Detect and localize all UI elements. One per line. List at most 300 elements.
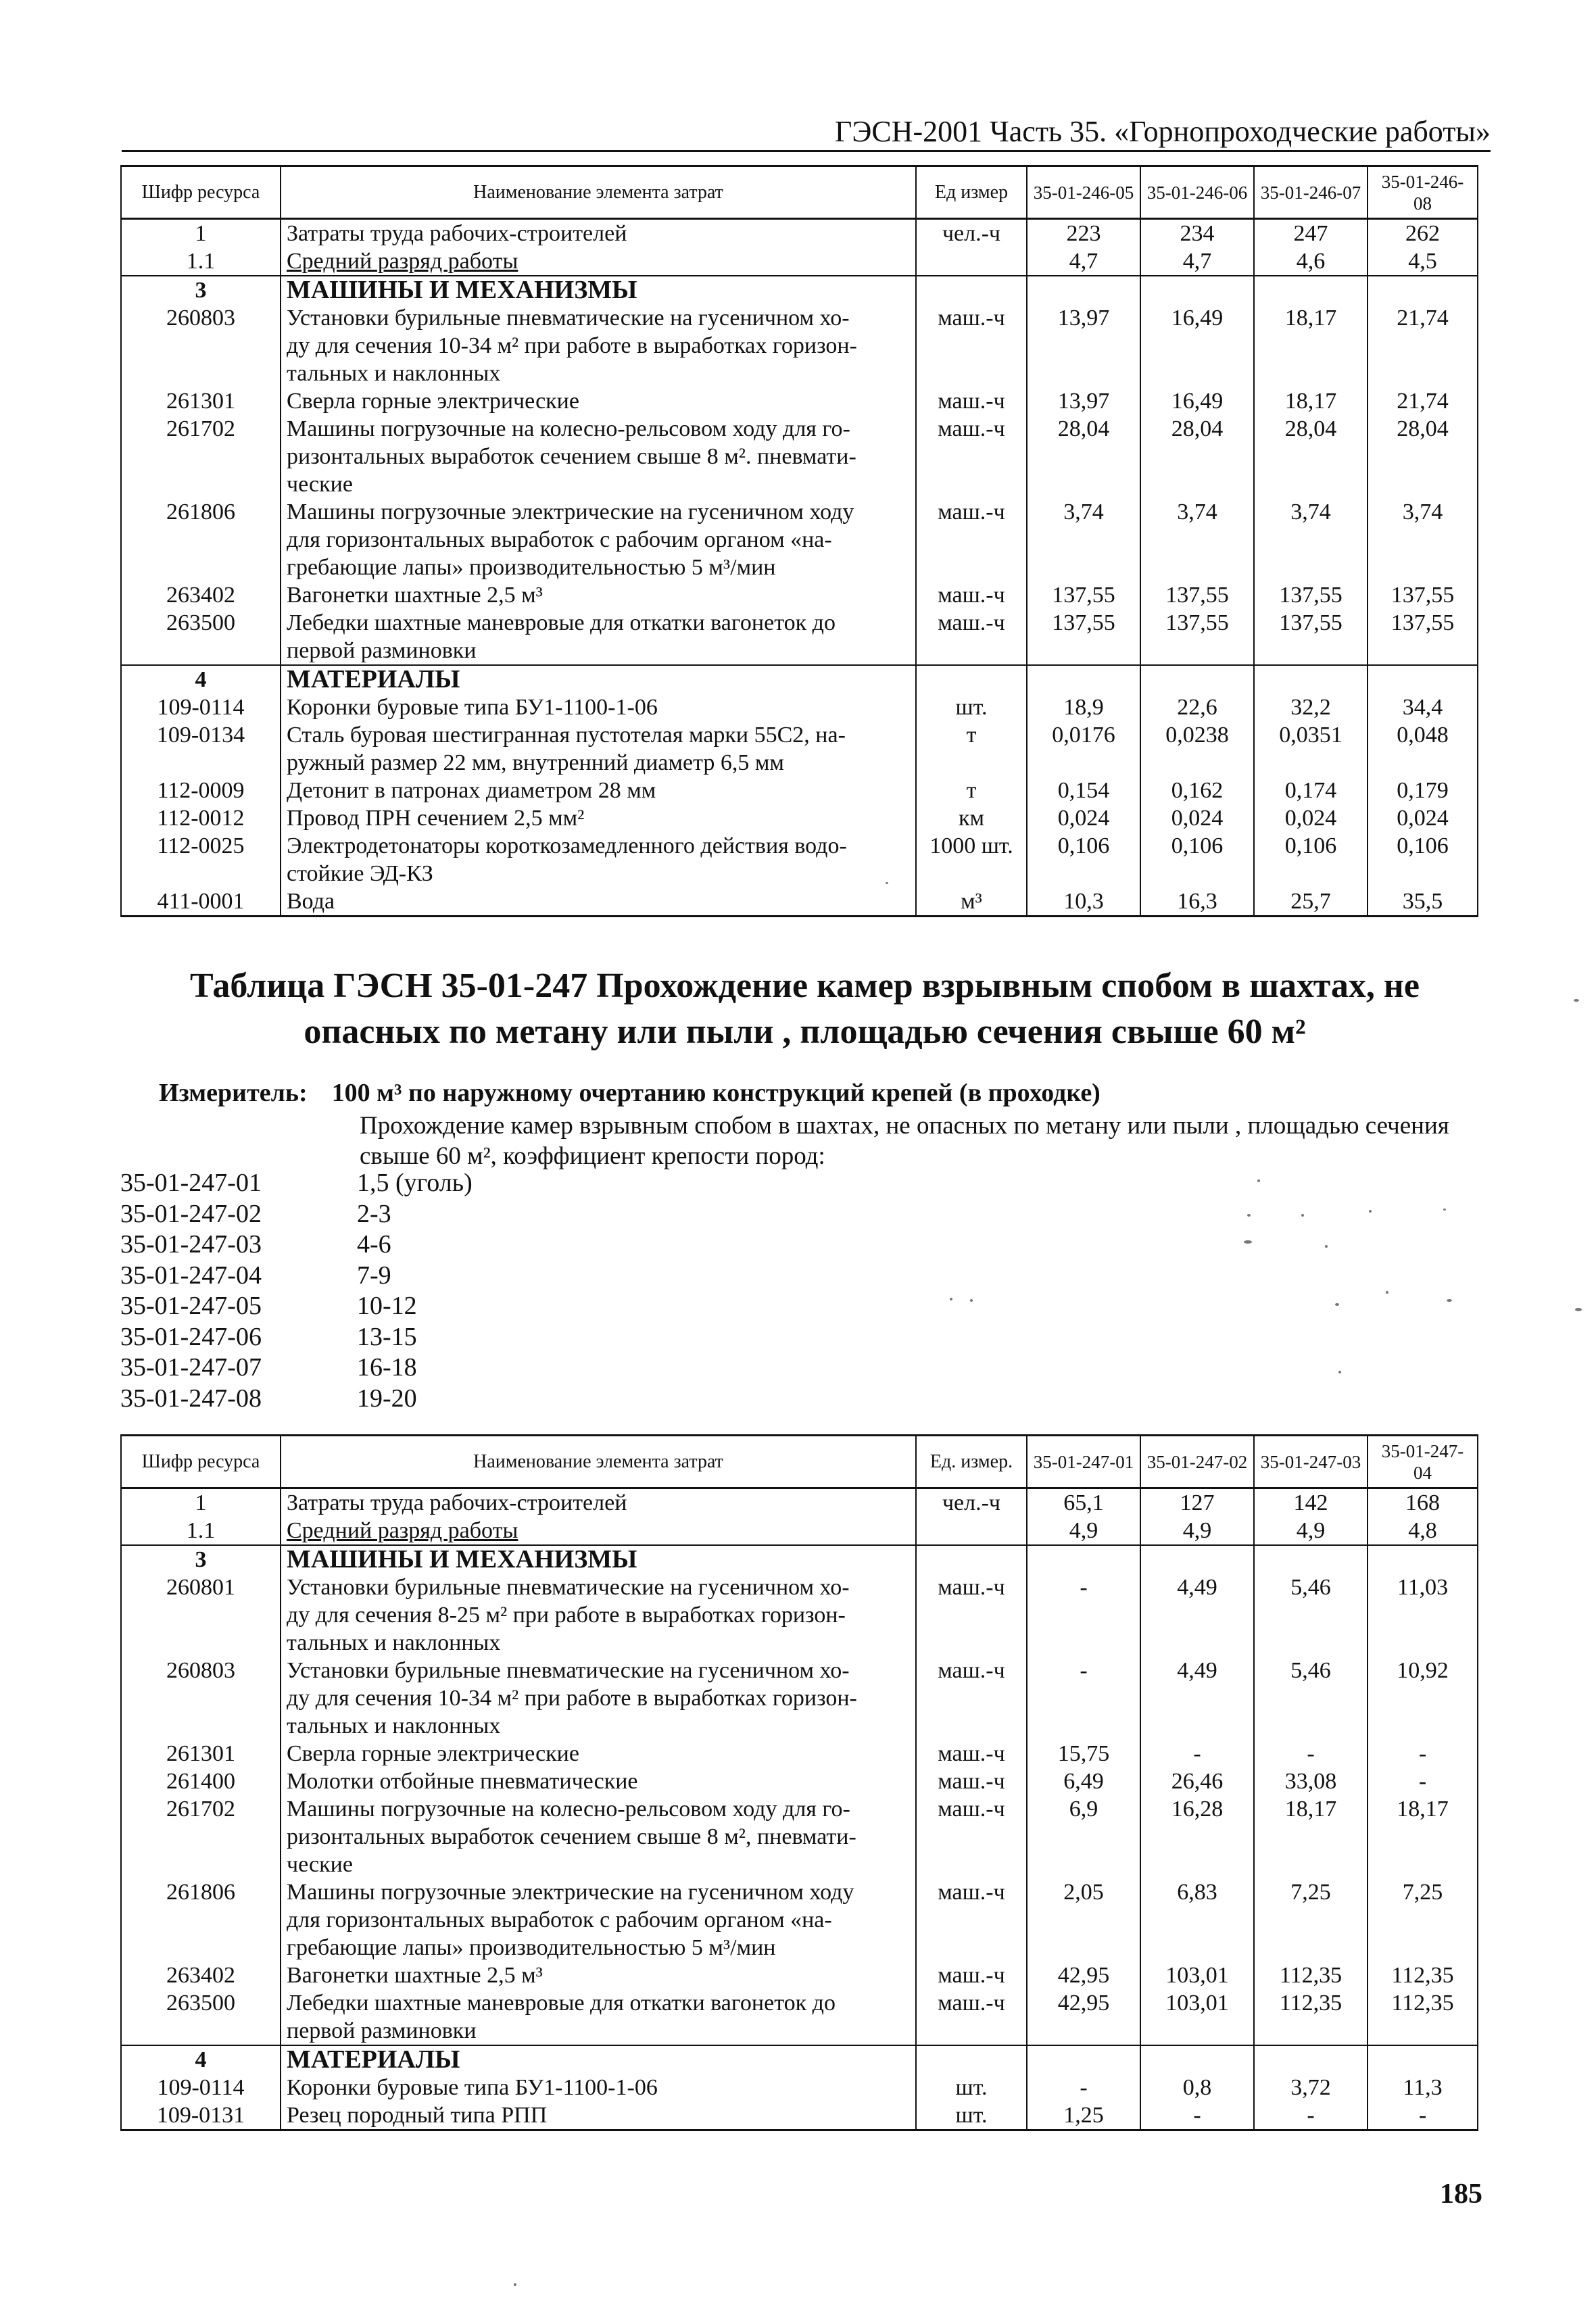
norm-value: -: [1368, 1768, 1478, 1795]
resource-row: [121, 721, 1478, 777]
norm-value: 4,6: [1254, 247, 1368, 276]
norm-value: 0,179: [1368, 777, 1478, 804]
variant-value: 7-9: [357, 1261, 391, 1290]
resource-name-line: Лебедки шахтные маневровые для откатки вагонеток до: [287, 1991, 836, 2016]
unit-of-measure: маш.-ч: [916, 1657, 1027, 1740]
norm-value: 4,9: [1140, 1517, 1254, 1545]
resource-table-246: [120, 165, 1478, 917]
norm-value: 142: [1254, 1488, 1368, 1517]
resource-name-line: Установки бурильные пневматические на гусеничном хо-: [287, 1658, 850, 1683]
norm-value: 18,17: [1254, 1795, 1368, 1878]
resource-row: [121, 1740, 1478, 1768]
scan-speck: [1369, 1210, 1372, 1213]
scan-speck: [514, 2283, 516, 2286]
norm-value: 4,9: [1254, 1517, 1368, 1545]
unit-of-measure: маш.-ч: [916, 1961, 1027, 1989]
resource-row: [121, 415, 1478, 498]
variant-code: 35-01-247-07: [120, 1353, 262, 1382]
resource-name: [281, 304, 916, 387]
resource-name-line: Машины погрузочные на колесно-рельсовом ходу для го-: [287, 1797, 850, 1822]
resource-name-line: гребающие лапы» производительностью 5 м³/мин: [287, 1935, 776, 1960]
norm-value: -: [1368, 2101, 1478, 2130]
resource-row: [121, 2074, 1478, 2101]
resource-name-line: для горизонтальных выработок с рабочим органом «на-: [287, 527, 832, 552]
norm-value: 137,55: [1254, 609, 1368, 665]
unit-of-measure: маш.-ч: [916, 1574, 1027, 1657]
unit-of-measure: шт.: [916, 2074, 1027, 2101]
resource-name: [281, 693, 916, 721]
resource-name-line: Установки бурильные пневматические на гусеничном хо-: [287, 306, 850, 331]
norm-value: 22,6: [1140, 693, 1254, 721]
norm-value: 18,17: [1254, 387, 1368, 415]
table-title: Таблица ГЭСН 35-01-247 Прохождение камер взрывным спобом в шахтах, не опасных по метану или пыли , площадью сечения свыше 60 м²: [190, 967, 1420, 1051]
resource-row: [121, 219, 1478, 248]
resource-name-line: МАШИНЫ И МЕХАНИЗМЫ: [287, 1545, 637, 1574]
resource-name-line: стойкие ЭД-КЗ: [287, 861, 433, 886]
resource-name-line: Машины погрузочные электрические на гусеничном ходу: [287, 1880, 854, 1905]
resource-name-line: ду для сечения 10-34 м² при работе в выработках горизон-: [287, 333, 857, 358]
resource-code: 4: [121, 665, 281, 693]
resource-name-line: МАТЕРИАЛЫ: [287, 2045, 460, 2074]
unit-of-measure: км: [916, 804, 1027, 832]
resource-code: 3: [121, 1545, 281, 1574]
norm-variant: [120, 1229, 473, 1261]
norm-value: 0,0351: [1254, 721, 1368, 777]
resource-name-line: тальных и наклонных: [287, 1713, 501, 1738]
column-header-code: Шифр ресурса: [121, 1436, 281, 1488]
running-header: ГЭСН-2001 Часть 35. «Горнопроходческие работы»: [122, 114, 1491, 152]
resource-code: 112-0009: [121, 777, 281, 804]
resource-name-line: Провод ПРН сечением 2,5 мм²: [287, 806, 585, 831]
unit-of-measure: шт.: [916, 2101, 1027, 2130]
resource-row: [121, 498, 1478, 581]
norm-value: 5,46: [1254, 1574, 1368, 1657]
resource-name-line: Затраты труда рабочих-строителей: [287, 221, 627, 246]
resource-name-line: Сверла горные электрические: [287, 389, 579, 414]
unit-of-measure: маш.-ч: [916, 387, 1027, 415]
resource-name-line: для горизонтальных выработок с рабочим органом «на-: [287, 1907, 832, 1932]
column-header-unit: Ед измер: [916, 166, 1027, 219]
scan-speck: [1575, 1308, 1582, 1311]
meter-value: 100 м³ по наружному очертанию конструкций крепей (в проходке): [331, 1079, 1101, 1107]
resource-row: [121, 1488, 1478, 1517]
resource-name-line: ружный размер 22 мм, внутренний диаметр 6,5 мм: [287, 750, 784, 775]
norm-value: 168: [1368, 1488, 1478, 1517]
resource-name-line: Электродетонаторы короткозамедленного действия водо-: [287, 833, 847, 858]
norm-value: 0,162: [1140, 777, 1254, 804]
section-heading: [281, 665, 916, 693]
resource-name-line: первой разминовки: [287, 638, 477, 663]
resource-name: [281, 581, 916, 609]
resource-code: 109-0134: [121, 721, 281, 777]
column-header-norm: 35-01-246-08: [1368, 166, 1478, 219]
resource-code: 3: [121, 276, 281, 304]
resource-code: 109-0114: [121, 693, 281, 721]
resource-code: 112-0025: [121, 832, 281, 887]
resource-name-line: МАШИНЫ И МЕХАНИЗМЫ: [287, 276, 637, 304]
resource-name: [281, 1878, 916, 1961]
norm-value: [1140, 1545, 1254, 1574]
norm-value: 137,55: [1140, 581, 1254, 609]
scan-speck: [1574, 999, 1579, 1002]
resource-name: [281, 1768, 916, 1795]
scan-speck: [1386, 1291, 1388, 1294]
norm-value: 25,7: [1254, 887, 1368, 917]
resource-name-line: Сверла горные электрические: [287, 1741, 579, 1766]
resource-code: 4: [121, 2045, 281, 2074]
scan-speck: [970, 1299, 973, 1302]
norm-value: 10,92: [1368, 1657, 1478, 1740]
norm-value: 112,35: [1368, 1989, 1478, 2045]
unit-of-measure: 1000 шт.: [916, 832, 1027, 887]
resource-name-line: Затраты труда рабочих-строителей: [287, 1490, 627, 1515]
unit-of-measure: т: [916, 721, 1027, 777]
scan-speck: [1325, 1245, 1328, 1248]
resource-code: 263500: [121, 1989, 281, 2045]
norm-value: 5,46: [1254, 1657, 1368, 1740]
resource-name-line: Машины погрузочные на колесно-рельсовом ходу для го-: [287, 416, 850, 441]
resource-name-line: гребающие лапы» производительностью 5 м³/мин: [287, 555, 776, 580]
resource-name: [281, 2101, 916, 2130]
norm-value: 0,106: [1368, 832, 1478, 887]
norm-value: [1254, 2045, 1368, 2074]
column-header-norm: 35-01-247-04: [1368, 1436, 1478, 1488]
resource-name: [281, 1989, 916, 2045]
scan-speck: [1257, 1179, 1260, 1182]
resource-row: [121, 247, 1478, 276]
resource-row: [121, 1574, 1478, 1657]
norm-value: 112,35: [1254, 1989, 1368, 2045]
resource-name-line: Лебедки шахтные маневровые для откатки вагонеток до: [287, 610, 836, 635]
resource-name: [281, 832, 916, 887]
resource-name: [281, 1488, 916, 1517]
section-heading: [281, 2045, 916, 2074]
resource-row: [121, 304, 1478, 387]
norm-value: 0,8: [1140, 2074, 1254, 2101]
resource-code: 261702: [121, 1795, 281, 1878]
unit-of-measure: маш.-ч: [916, 609, 1027, 665]
resource-row: [121, 777, 1478, 804]
scan-speck: [1244, 1240, 1252, 1244]
section-heading: [281, 1545, 916, 1574]
norm-value: 11,03: [1368, 1574, 1478, 1657]
norm-value: 0,154: [1027, 777, 1140, 804]
section-row: [121, 665, 1478, 693]
resource-row: [121, 1768, 1478, 1795]
resource-name: [281, 609, 916, 665]
resource-code: 261301: [121, 1740, 281, 1768]
norm-value: 0,106: [1027, 832, 1140, 887]
resource-name-line: Установки бурильные пневматические на гусеничном хо-: [287, 1575, 850, 1600]
column-header-unit: Ед. измер.: [916, 1436, 1027, 1488]
section-row: [121, 276, 1478, 304]
norm-value: 103,01: [1140, 1989, 1254, 2045]
unit-of-measure: маш.-ч: [916, 304, 1027, 387]
resource-name: [281, 1517, 916, 1545]
norm-variant: [120, 1168, 473, 1199]
unit-of-measure: маш.-ч: [916, 415, 1027, 498]
unit-of-measure: маш.-ч: [916, 1740, 1027, 1768]
norm-value: 4,49: [1140, 1657, 1254, 1740]
variant-value: 1,5 (уголь): [357, 1169, 473, 1197]
resource-row: [121, 609, 1478, 665]
resource-name-line: Детонит в патронах диаметром 28 мм: [287, 778, 656, 803]
resource-name: [281, 247, 916, 276]
variant-code: 35-01-247-02: [120, 1199, 262, 1228]
resource-code: 261806: [121, 1878, 281, 1961]
norm-value: 112,35: [1368, 1961, 1478, 1989]
resource-row: [121, 887, 1478, 917]
variant-value: 10-12: [357, 1292, 417, 1320]
resource-code: 1.1: [121, 247, 281, 276]
norm-value: 4,5: [1368, 247, 1478, 276]
norm-value: [1140, 276, 1254, 304]
norm-value: [1254, 1545, 1368, 1574]
variant-code: 35-01-247-01: [120, 1169, 262, 1197]
norm-value: 2,05: [1027, 1878, 1140, 1961]
norm-value: [1254, 276, 1368, 304]
resource-code: 263402: [121, 581, 281, 609]
norm-value: 247: [1254, 219, 1368, 248]
norm-value: -: [1368, 1740, 1478, 1768]
norm-value: 16,3: [1140, 887, 1254, 917]
resource-code: 260801: [121, 1574, 281, 1657]
measurement-unit: [159, 1078, 1101, 1108]
unit-of-measure: маш.-ч: [916, 1878, 1027, 1961]
resource-name: [281, 219, 916, 248]
norm-value: -: [1140, 1740, 1254, 1768]
norm-value: 6,49: [1027, 1768, 1140, 1795]
norm-value: 137,55: [1368, 609, 1478, 665]
resource-name: [281, 1795, 916, 1878]
norm-value: [1027, 2045, 1140, 2074]
page-number: 185: [1440, 2178, 1482, 2210]
resource-name: [281, 498, 916, 581]
norm-value: -: [1027, 2074, 1140, 2101]
unit-of-measure: [916, 1545, 1027, 1574]
norm-value: 28,04: [1368, 415, 1478, 498]
resource-row: [121, 1795, 1478, 1878]
resource-row: [121, 1657, 1478, 1740]
norm-value: 3,72: [1254, 2074, 1368, 2101]
scan-speck: [950, 1298, 952, 1300]
norm-value: 4,9: [1027, 1517, 1140, 1545]
resource-code: 263500: [121, 609, 281, 665]
resource-name-line: Коронки буровые типа БУ1-1100-1-06: [287, 2075, 658, 2100]
norm-value: 137,55: [1254, 581, 1368, 609]
scan-speck: [1301, 1214, 1304, 1217]
unit-of-measure: м³: [916, 887, 1027, 917]
resource-code: 1: [121, 219, 281, 248]
resource-code: 261400: [121, 1768, 281, 1795]
norm-value: 21,74: [1368, 304, 1478, 387]
norm-value: 0,0238: [1140, 721, 1254, 777]
norm-value: [1140, 2045, 1254, 2074]
resource-name-line: ризонтальных выработок сечением свыше 8 м². пневмати-: [287, 444, 856, 469]
norm-value: [1027, 665, 1140, 693]
section-row: [121, 2045, 1478, 2074]
norm-value: 28,04: [1140, 415, 1254, 498]
scan-speck: [1247, 1214, 1251, 1217]
resource-code: 261806: [121, 498, 281, 581]
unit-of-measure: [916, 276, 1027, 304]
section-heading: [281, 276, 916, 304]
column-header-code: Шифр ресурса: [121, 166, 281, 219]
norm-value: 35,5: [1368, 887, 1478, 917]
norm-value: 103,01: [1140, 1961, 1254, 1989]
norm-value: 112,35: [1254, 1961, 1368, 1989]
resource-code: 1.1: [121, 1517, 281, 1545]
resource-row: [121, 1878, 1478, 1961]
unit-of-measure: маш.-ч: [916, 1795, 1027, 1878]
norm-value: 6,9: [1027, 1795, 1140, 1878]
unit-of-measure: [916, 1517, 1027, 1545]
column-header-name: Наименование элемента затрат: [281, 166, 916, 219]
norm-value: -: [1027, 1657, 1140, 1740]
resource-name-line: первой разминовки: [287, 2018, 477, 2043]
unit-of-measure: т: [916, 777, 1027, 804]
norm-value: 18,17: [1368, 1795, 1478, 1878]
norm-value: 0,106: [1140, 832, 1254, 887]
variant-code: 35-01-247-08: [120, 1384, 262, 1413]
column-header-name: Наименование элемента затрат: [281, 1436, 916, 1488]
resource-name-line: Вагонетки шахтные 2,5 м³: [287, 583, 543, 608]
resource-name-line: ризонтальных выработок сечением свыше 8 м², пневмати-: [287, 1824, 856, 1849]
variant-value: 16-18: [357, 1353, 417, 1382]
norm-value: [1368, 665, 1478, 693]
norm-value: 127: [1140, 1488, 1254, 1517]
norm-value: 34,4: [1368, 693, 1478, 721]
resource-name-line: Средний разряд работы: [287, 249, 518, 274]
scan-speck: [1447, 1299, 1452, 1302]
unit-of-measure: [916, 2045, 1027, 2074]
resource-name-line: тальных и наклонных: [287, 361, 501, 386]
unit-of-measure: чел.-ч: [916, 219, 1027, 248]
unit-of-measure: маш.-ч: [916, 1989, 1027, 2045]
norm-value: -: [1140, 2101, 1254, 2130]
norm-value: 0,024: [1368, 804, 1478, 832]
meter-label: Измеритель:: [159, 1079, 308, 1107]
column-header-norm: 35-01-246-07: [1254, 166, 1368, 219]
norm-value: 0,048: [1368, 721, 1478, 777]
norm-value: [1140, 665, 1254, 693]
resource-name-line: МАТЕРИАЛЫ: [287, 665, 460, 693]
resource-name-line: ческие: [287, 472, 353, 497]
norm-value: 32,2: [1254, 693, 1368, 721]
section-row: [121, 1545, 1478, 1574]
resource-code: 1: [121, 1488, 281, 1517]
resource-row: [121, 2101, 1478, 2130]
norm-value: 4,7: [1140, 247, 1254, 276]
scan-speck: [1338, 1371, 1341, 1373]
variant-code: 35-01-247-05: [120, 1292, 262, 1320]
resource-code: 112-0012: [121, 804, 281, 832]
norm-value: 10,3: [1027, 887, 1140, 917]
resource-name-line: тальных и наклонных: [287, 1630, 501, 1655]
norm-value: 0,024: [1254, 804, 1368, 832]
norm-value: 0,0176: [1027, 721, 1140, 777]
resource-name-line: Молотки отбойные пневматические: [287, 1769, 638, 1794]
resource-table-247: [120, 1434, 1478, 2131]
column-header-norm: 35-01-247-02: [1140, 1436, 1254, 1488]
variant-value: 19-20: [357, 1384, 417, 1413]
resource-code: 261702: [121, 415, 281, 498]
unit-of-measure: маш.-ч: [916, 498, 1027, 581]
norm-value: 42,95: [1027, 1989, 1140, 2045]
resource-row: [121, 1961, 1478, 1989]
norm-value: 7,25: [1254, 1878, 1368, 1961]
norm-value: 18,17: [1254, 304, 1368, 387]
norm-value: 3,74: [1140, 498, 1254, 581]
resource-code: 263402: [121, 1961, 281, 1989]
norm-value: [1368, 276, 1478, 304]
variant-value: 4-6: [357, 1230, 391, 1259]
norm-value: 7,25: [1368, 1878, 1478, 1961]
norm-value: 13,97: [1027, 304, 1140, 387]
norm-value: 33,08: [1254, 1768, 1368, 1795]
norm-value: [1368, 2045, 1478, 2074]
unit-of-measure: шт.: [916, 693, 1027, 721]
norm-value: [1027, 1545, 1140, 1574]
norm-value: 16,49: [1140, 387, 1254, 415]
resource-name: [281, 804, 916, 832]
resource-name-line: Машины погрузочные электрические на гусеничном ходу: [287, 499, 854, 525]
resource-name-line: Сталь буровая шестигранная пустотелая марки 55С2, на-: [287, 723, 846, 748]
norm-value: 6,83: [1140, 1878, 1254, 1961]
resource-name: [281, 1740, 916, 1768]
norm-value: 4,8: [1368, 1517, 1478, 1545]
norm-value: 137,55: [1027, 609, 1140, 665]
resource-name: [281, 415, 916, 498]
resource-row: [121, 1517, 1478, 1545]
scan-speck: [886, 882, 888, 884]
norm-value: 28,04: [1027, 415, 1140, 498]
norm-value: 0,024: [1140, 804, 1254, 832]
variant-code: 35-01-247-06: [120, 1322, 262, 1351]
resource-name-line: Вода: [287, 889, 335, 914]
norm-variant: [120, 1322, 473, 1353]
resource-row: [121, 581, 1478, 609]
resource-row: [121, 387, 1478, 415]
norm-value: -: [1254, 2101, 1368, 2130]
resource-name-line: Вагонетки шахтные 2,5 м³: [287, 1963, 543, 1988]
resource-code: 260803: [121, 304, 281, 387]
norm-value: -: [1027, 1574, 1140, 1657]
resource-code: 109-0131: [121, 2101, 281, 2130]
resource-name-line: ду для сечения 10-34 м² при работе в выработках горизон-: [287, 1686, 857, 1711]
resource-code: 411-0001: [121, 887, 281, 917]
norm-value: 137,55: [1140, 609, 1254, 665]
norm-variant: [120, 1353, 473, 1384]
resource-row: [121, 693, 1478, 721]
norm-value: 3,74: [1254, 498, 1368, 581]
scan-speck: [1443, 1209, 1446, 1211]
norm-value: 42,95: [1027, 1961, 1140, 1989]
resource-row: [121, 1989, 1478, 2045]
resource-name: [281, 387, 916, 415]
resource-row: [121, 804, 1478, 832]
norm-value: 1,25: [1027, 2101, 1140, 2130]
resource-name: [281, 1657, 916, 1740]
column-header-norm: 35-01-247-03: [1254, 1436, 1368, 1488]
norm-value: [1368, 1545, 1478, 1574]
norm-value: 16,49: [1140, 304, 1254, 387]
norm-value: 223: [1027, 219, 1140, 248]
norm-value: 3,74: [1027, 498, 1140, 581]
norm-variant: [120, 1261, 473, 1292]
norm-value: 137,55: [1368, 581, 1478, 609]
norm-value: 26,46: [1140, 1768, 1254, 1795]
